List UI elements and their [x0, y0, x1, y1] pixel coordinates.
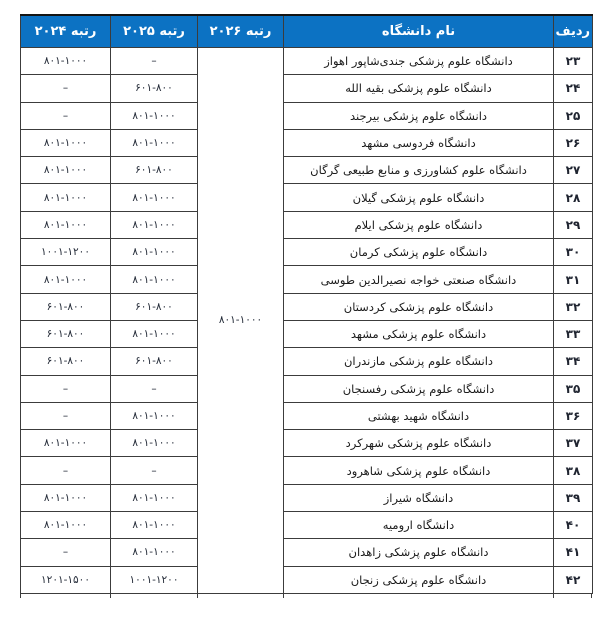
university-name-cell: دانشگاه صنعتی خواجه نصیرالدین طوسی	[284, 266, 554, 293]
row-number-cell: ۳۶	[554, 402, 593, 429]
university-ranking-table	[20, 14, 593, 594]
table-row	[21, 157, 593, 184]
rank-2024-cell: ۸۰۱-۱۰۰۰	[21, 157, 111, 184]
rank-2025-cell: ۸۰۱-۱۰۰۰	[111, 320, 198, 347]
table-row	[21, 129, 593, 156]
rank-2025-cell: ۸۰۱-۱۰۰۰	[111, 512, 198, 539]
university-name-cell: دانشگاه علوم پزشکی بیرجند	[284, 102, 554, 129]
header-row-number: ردیف	[554, 15, 593, 48]
rank-2024-cell: ۸۰۱-۱۰۰۰	[21, 512, 111, 539]
row-number-cell: ۲۹	[554, 211, 593, 238]
rank-2025-cell: ۸۰۱-۱۰۰۰	[111, 102, 198, 129]
table-row	[21, 293, 593, 320]
header-rank-2026: رتبه ۲۰۲۶	[198, 15, 284, 48]
university-ranking-table-wrap	[20, 14, 592, 598]
rank-2025-cell: ۸۰۱-۱۰۰۰	[111, 539, 198, 566]
rank-2025-cell: –	[111, 457, 198, 484]
rank-2026-merged-value: ۸۰۱-۱۰۰۰	[218, 314, 263, 327]
row-number-cell: ۳۵	[554, 375, 593, 402]
rank-2025-cell: ۶۰۱-۸۰۰	[111, 293, 198, 320]
cut-off-next-row-borders	[20, 594, 592, 598]
row-number-cell: ۲۴	[554, 75, 593, 102]
university-name-cell: دانشگاه علوم پزشکی شاهرود	[284, 457, 554, 484]
rank-2024-cell: –	[21, 402, 111, 429]
rank-2024-cell: ۸۰۱-۱۰۰۰	[21, 184, 111, 211]
table-header	[21, 15, 593, 48]
table-row	[21, 239, 593, 266]
university-name-cell: دانشگاه علوم پزشکی مشهد	[284, 320, 554, 347]
header-row	[21, 15, 593, 48]
university-name-cell: دانشگاه علوم پزشکی زنجان	[284, 566, 554, 593]
table-row	[21, 375, 593, 402]
rank-2024-cell: ۶۰۱-۸۰۰	[21, 320, 111, 347]
row-number-cell: ۳۸	[554, 457, 593, 484]
university-name-cell: دانشگاه علوم کشاورزی و منابع طبیعی گرگان	[284, 157, 554, 184]
rank-2024-cell: –	[21, 375, 111, 402]
university-name-cell: دانشگاه علوم پزشکی زاهدان	[284, 539, 554, 566]
university-name-cell: دانشگاه علوم پزشکی جندی‌شاپور اهواز	[284, 48, 554, 75]
university-name-cell: دانشگاه شیراز	[284, 484, 554, 511]
table-row	[21, 430, 593, 457]
rank-2025-cell: ۸۰۱-۱۰۰۰	[111, 484, 198, 511]
table-row	[21, 320, 593, 347]
rank-2024-cell: ۸۰۱-۱۰۰۰	[21, 211, 111, 238]
rank-2025-cell: ۶۰۱-۸۰۰	[111, 157, 198, 184]
rank-2025-cell: –	[111, 48, 198, 75]
rank-2024-cell: –	[21, 75, 111, 102]
table-row	[21, 512, 593, 539]
row-number-cell: ۴۱	[554, 539, 593, 566]
rank-2025-cell: ۶۰۱-۸۰۰	[111, 75, 198, 102]
row-number-cell: ۳۰	[554, 239, 593, 266]
rank-2024-cell: ۶۰۱-۸۰۰	[21, 348, 111, 375]
rank-2024-cell: ۸۰۱-۱۰۰۰	[21, 430, 111, 457]
rank-2025-cell: ۸۰۱-۱۰۰۰	[111, 402, 198, 429]
table-row	[21, 48, 593, 75]
rank-2025-cell: –	[111, 375, 198, 402]
rank-2024-cell: ۱۰۰۱-۱۲۰۰	[21, 239, 111, 266]
rank-2026-merged-cell	[198, 48, 284, 594]
rank-2025-cell: ۸۰۱-۱۰۰۰	[111, 266, 198, 293]
header-rank-2025: رتبه ۲۰۲۵	[111, 15, 198, 48]
university-name-cell: دانشگاه علوم پزشکی شهرکرد	[284, 430, 554, 457]
table-row	[21, 348, 593, 375]
table-row	[21, 211, 593, 238]
row-number-cell: ۳۲	[554, 293, 593, 320]
rank-2024-cell: ۱۲۰۱-۱۵۰۰	[21, 566, 111, 593]
table-row	[21, 266, 593, 293]
row-number-cell: ۲۳	[554, 48, 593, 75]
university-name-cell: دانشگاه علوم پزشکی مازندران	[284, 348, 554, 375]
rank-2025-cell: ۸۰۱-۱۰۰۰	[111, 239, 198, 266]
rank-2024-cell: ۸۰۱-۱۰۰۰	[21, 484, 111, 511]
rank-2024-cell: ۸۰۱-۱۰۰۰	[21, 48, 111, 75]
row-number-cell: ۳۷	[554, 430, 593, 457]
row-number-cell: ۳۳	[554, 320, 593, 347]
university-name-cell: دانشگاه شهید بهشتی	[284, 402, 554, 429]
rank-2025-cell: ۶۰۱-۸۰۰	[111, 348, 198, 375]
row-number-cell: ۲۸	[554, 184, 593, 211]
rank-2025-cell: ۸۰۱-۱۰۰۰	[111, 211, 198, 238]
header-rank-2024: رتبه ۲۰۲۴	[21, 15, 111, 48]
row-number-cell: ۲۵	[554, 102, 593, 129]
table-row	[21, 566, 593, 593]
rank-2025-cell: ۱۰۰۱-۱۲۰۰	[111, 566, 198, 593]
table-row	[21, 457, 593, 484]
rank-2025-cell: ۸۰۱-۱۰۰۰	[111, 430, 198, 457]
university-name-cell: دانشگاه فردوسی مشهد	[284, 129, 554, 156]
table-row	[21, 539, 593, 566]
table-body	[21, 48, 593, 594]
rank-2025-cell: ۸۰۱-۱۰۰۰	[111, 184, 198, 211]
table-row	[21, 484, 593, 511]
rank-2025-cell: ۸۰۱-۱۰۰۰	[111, 129, 198, 156]
university-name-cell: دانشگاه علوم پزشکی گیلان	[284, 184, 554, 211]
row-number-cell: ۴۰	[554, 512, 593, 539]
university-name-cell: دانشگاه علوم پزشکی ایلام	[284, 211, 554, 238]
rank-2024-cell: –	[21, 102, 111, 129]
table-row	[21, 75, 593, 102]
rank-2024-cell: –	[21, 457, 111, 484]
row-number-cell: ۴۲	[554, 566, 593, 593]
header-university-name: نام دانشگاه	[284, 15, 554, 48]
rank-2024-cell: ۸۰۱-۱۰۰۰	[21, 266, 111, 293]
university-name-cell: دانشگاه علوم پزشکی رفسنجان	[284, 375, 554, 402]
table-row	[21, 184, 593, 211]
rank-2024-cell: –	[21, 539, 111, 566]
row-number-cell: ۳۱	[554, 266, 593, 293]
university-name-cell: دانشگاه علوم پزشکی کردستان	[284, 293, 554, 320]
university-name-cell: دانشگاه علوم پزشکی بقیه الله	[284, 75, 554, 102]
table-row	[21, 102, 593, 129]
rank-2024-cell: ۶۰۱-۸۰۰	[21, 293, 111, 320]
row-number-cell: ۲۷	[554, 157, 593, 184]
table-row	[21, 402, 593, 429]
university-name-cell: دانشگاه علوم پزشکی کرمان	[284, 239, 554, 266]
university-name-cell: دانشگاه ارومیه	[284, 512, 554, 539]
row-number-cell: ۳۹	[554, 484, 593, 511]
row-number-cell: ۲۶	[554, 129, 593, 156]
rank-2024-cell: ۸۰۱-۱۰۰۰	[21, 129, 111, 156]
row-number-cell: ۳۴	[554, 348, 593, 375]
